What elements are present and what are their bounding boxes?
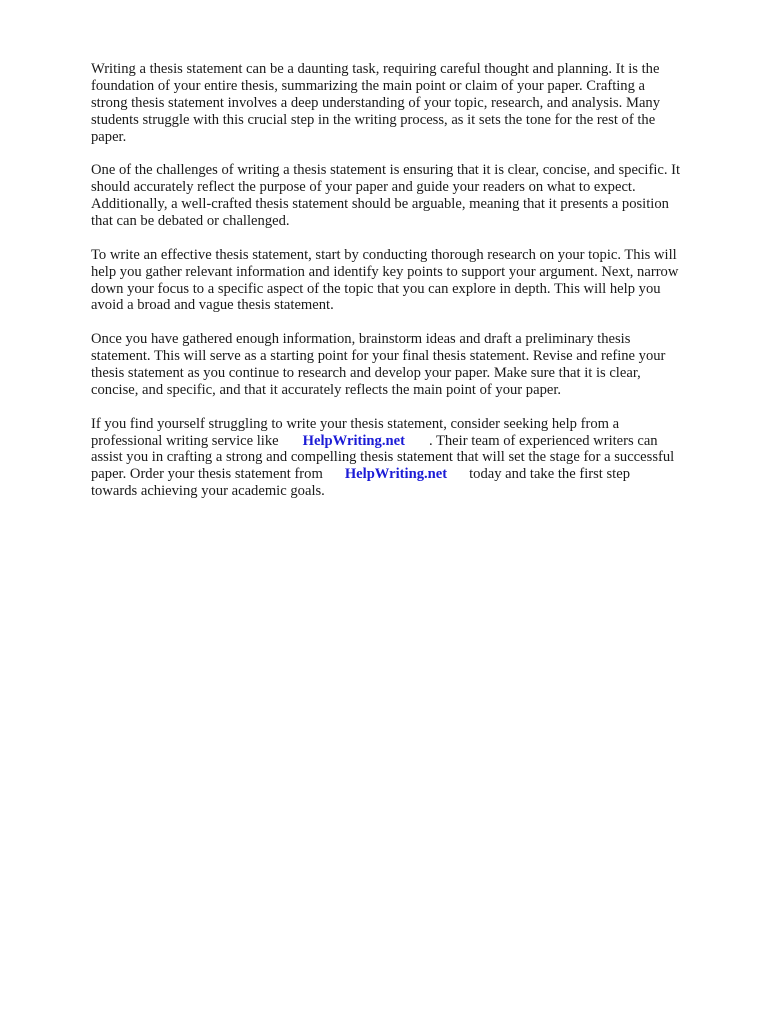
document-page — [91, 61, 725, 517]
text-line: statement. This will serve as a starting point for your final thesis statement. Revise and refine your — [91, 348, 666, 365]
text-line: towards achieving your academic goals. — [91, 483, 325, 500]
text-line: Once you have gathered enough information, brainstorm ideas and draft a preliminary thesis — [91, 331, 631, 348]
text-fragment: professional writing service like — [91, 432, 279, 449]
paragraph-3 — [91, 247, 725, 315]
paragraph-2 — [91, 162, 725, 230]
text-line: help you gather relevant information and identify key points to support your argument. Next, narrow — [91, 263, 679, 280]
text-fragment: today and take the first step — [469, 466, 630, 483]
text-line: thesis statement as you continue to research and develop your paper. Make sure that it is clear, — [91, 364, 641, 381]
text-line: To write an effective thesis statement, start by conducting thorough research on your topic. This will — [91, 246, 677, 263]
paragraph-5 — [91, 416, 725, 501]
paragraph-1 — [91, 61, 725, 146]
text-line: that can be debated or challenged. — [91, 213, 290, 230]
text-fragment: . Their team of experienced writers can — [428, 432, 658, 449]
text-line: If you find yourself struggling to write your thesis statement, consider seeking help from a — [91, 415, 620, 432]
helpwriting-link-1[interactable]: HelpWriting.net — [302, 432, 405, 449]
text-line-with-link — [91, 433, 725, 450]
text-line: should accurately reflect the purpose of your paper and guide your readers on what to expect. — [91, 179, 636, 196]
text-line: concise, and specific, and that it accurately reflects the main point of your paper. — [91, 381, 562, 398]
paragraph-4 — [91, 331, 725, 399]
text-line: One of the challenges of writing a thesis statement is ensuring that it is clear, concise, and specific. It — [91, 162, 681, 179]
helpwriting-link-2[interactable]: HelpWriting.net — [344, 466, 448, 483]
text-line: foundation of your entire thesis, summarizing the main point or claim of your paper. Crafting a — [91, 77, 646, 94]
text-line: Additionally, a well-crafted thesis statement should be arguable, meaning that it presents a position — [91, 196, 669, 213]
text-line-with-link — [91, 466, 725, 483]
text-line: avoid a broad and vague thesis statement. — [91, 297, 334, 314]
text-line: assist you in crafting a strong and compelling thesis statement that will set the stage for a successful — [91, 449, 675, 466]
text-fragment: paper. Order your thesis statement from — [91, 466, 323, 483]
text-line: down your focus to a specific aspect of the topic that you can explore in depth. This will help you — [91, 280, 661, 297]
text-line: paper. — [91, 128, 127, 145]
text-line: strong thesis statement involves a deep understanding of your topic, research, and analysis. Many — [91, 94, 661, 111]
text-line: Writing a thesis statement can be a daunting task, requiring careful thought and planning. It is the — [91, 61, 660, 77]
text-line: students struggle with this crucial step in the writing process, as it sets the tone for the rest of the — [91, 111, 656, 128]
